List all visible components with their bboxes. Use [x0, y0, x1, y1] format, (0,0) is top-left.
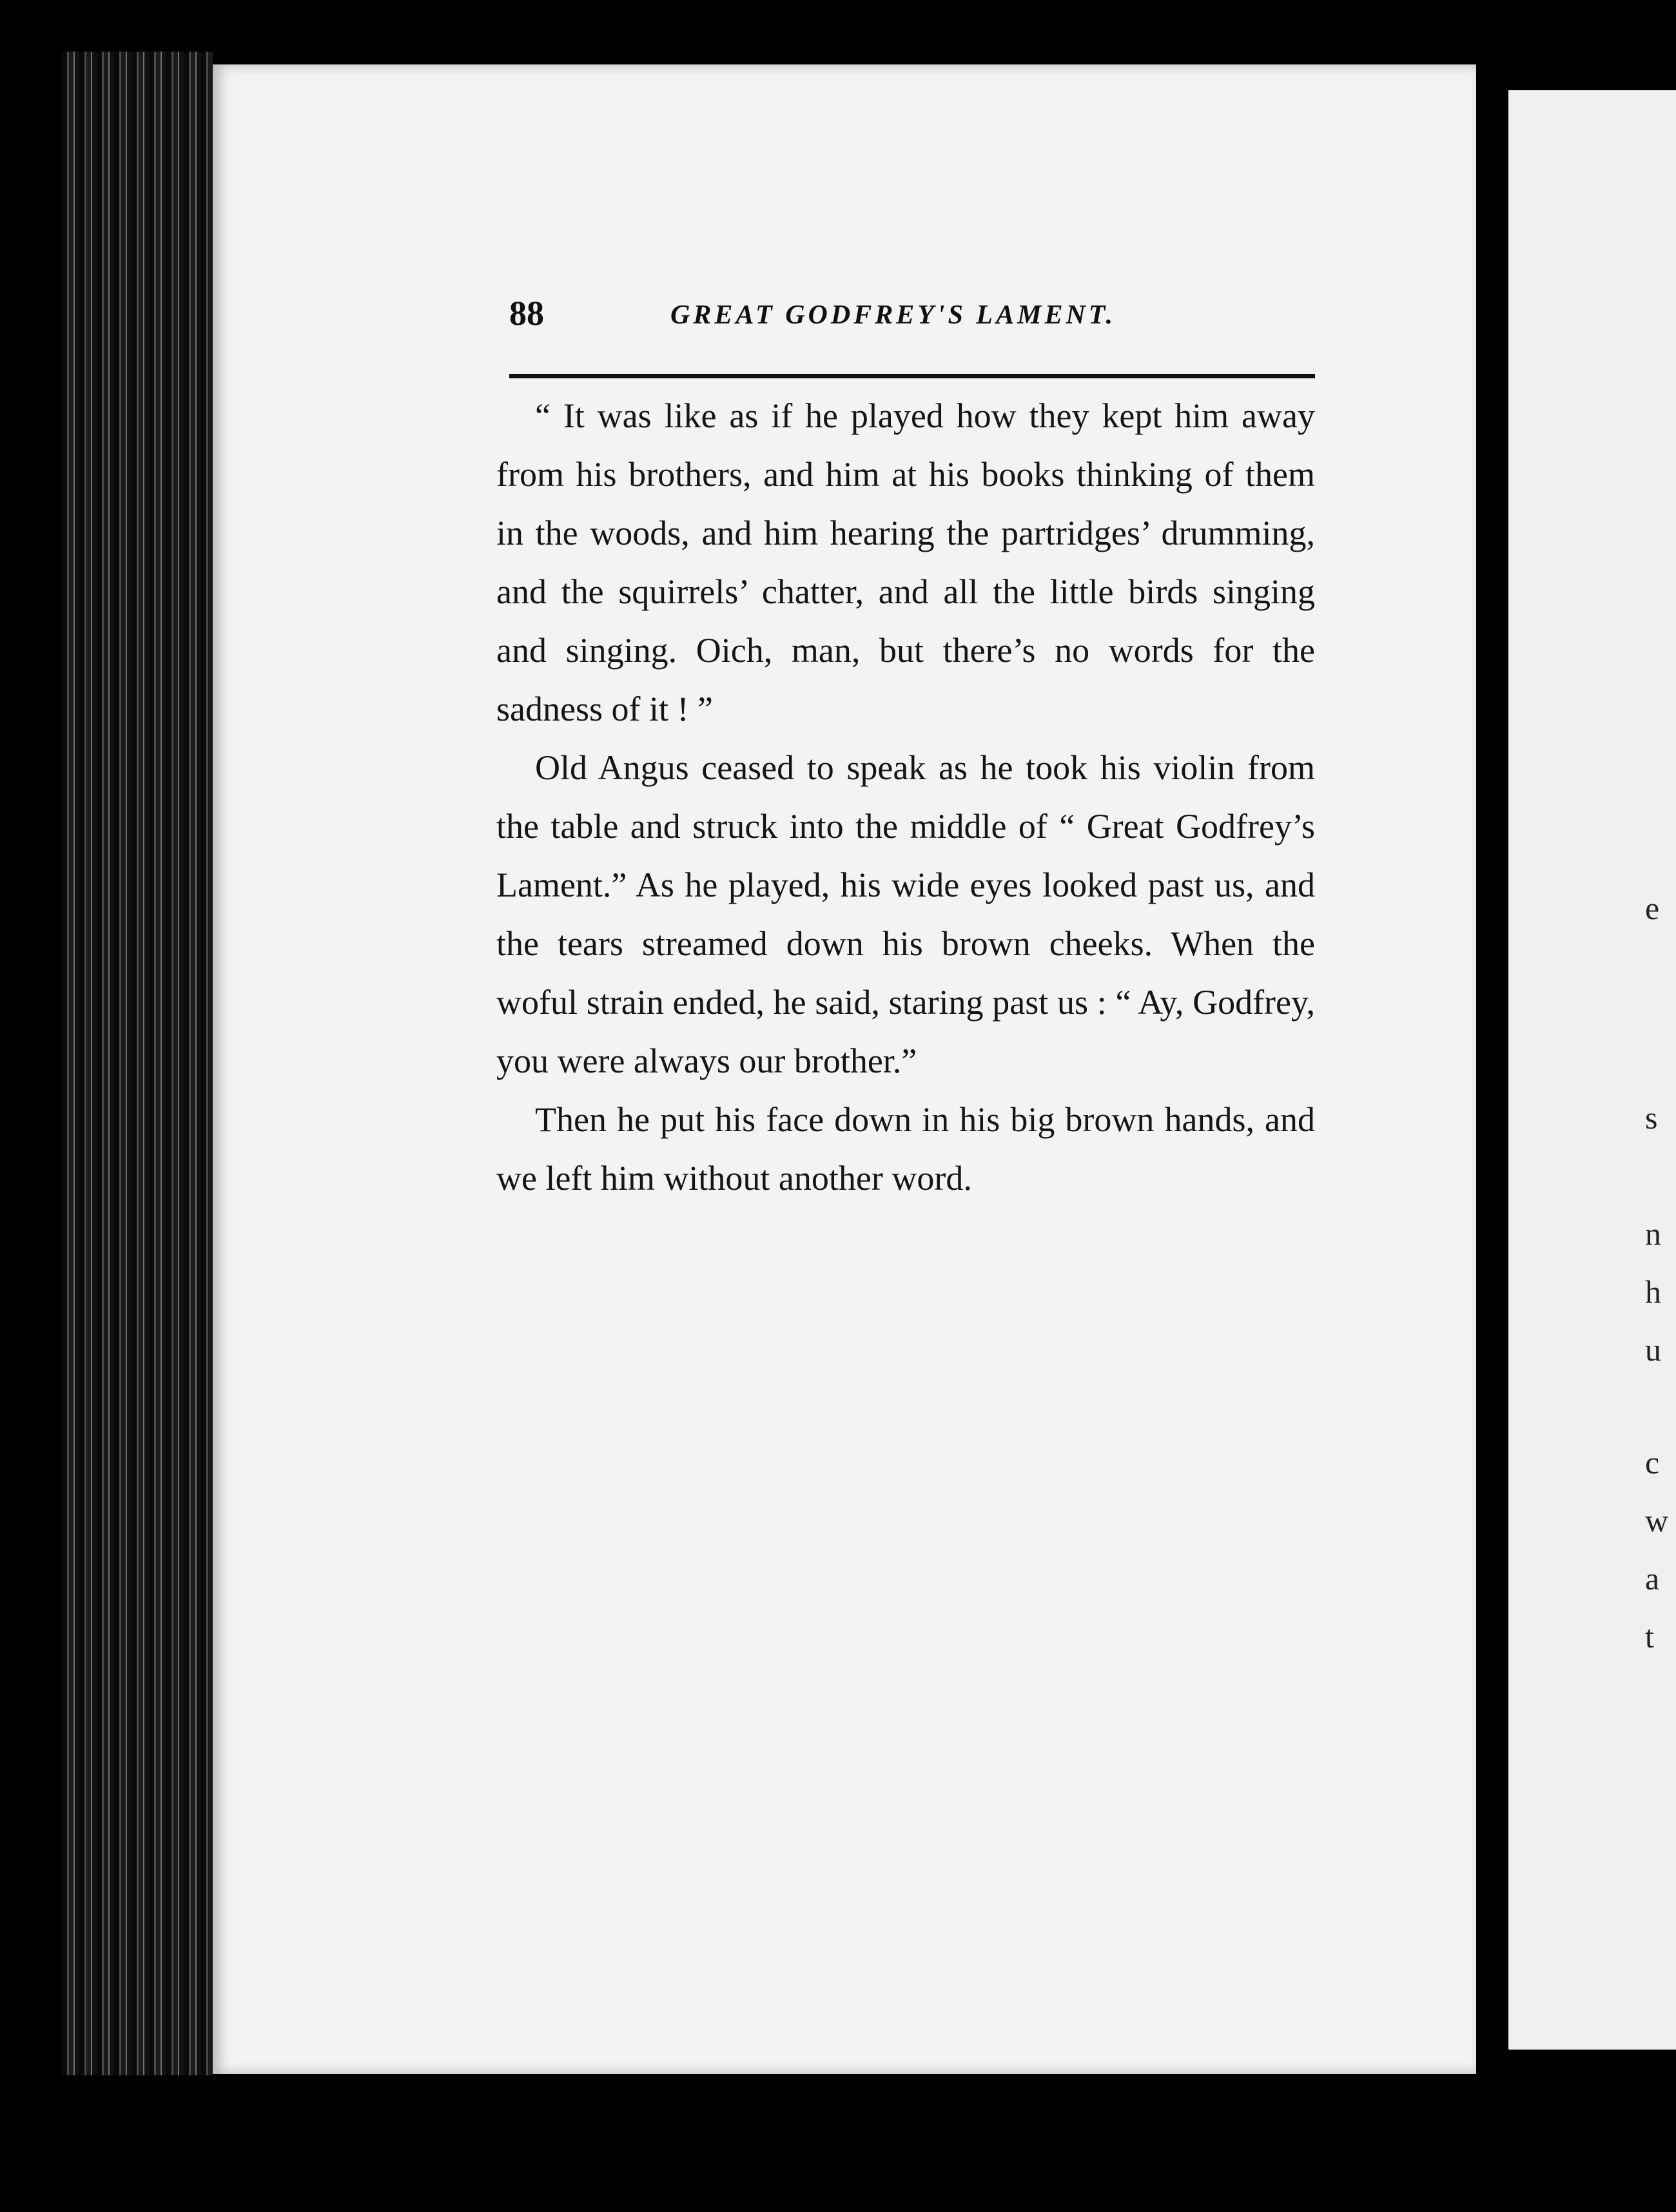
- body-text: [496, 387, 1315, 1208]
- facing-page-letter: a: [1645, 1560, 1660, 1596]
- facing-page-letter: h: [1645, 1274, 1661, 1310]
- facing-page-fragment: [1508, 90, 1676, 2050]
- facing-page-letter: t: [1645, 1618, 1654, 1654]
- header-rule: [509, 374, 1315, 378]
- paragraph: Then he put his face down in his big brown hands, and we left him without another word.: [496, 1100, 1315, 1198]
- paragraph: “ It was like as if he played how they kept him away from his brothers, and him at his books thinking of them in the woods, and him hearing the partridges’ drumming, and the squirrels’ chatter, and all the little birds singing and singing. Oich, man, but there’s no words for the sadness of it ! ”: [496, 396, 1315, 728]
- facing-page-letter: c: [1645, 1444, 1660, 1480]
- paragraph: Old Angus ceased to speak as he took his violin from the table and struck into the middle of “ Great Godfrey’s Lament.” As he played, his wide eyes looked past us, and the tears streamed down his brown cheeks. When the woful strain ended, he said, staring past us : “ Ay, Godfrey, you were always our brother.”: [496, 748, 1315, 1080]
- running-head: GREAT GODFREY'S LAMENT.: [670, 300, 1116, 330]
- facing-page-letter: n: [1645, 1216, 1661, 1252]
- facing-page-letter: s: [1645, 1100, 1658, 1136]
- facing-page-letter: w: [1645, 1502, 1669, 1538]
- facing-page-letter: u: [1645, 1332, 1661, 1368]
- page-number: 88: [509, 294, 544, 333]
- facing-page-letter: e: [1645, 890, 1660, 926]
- page-header: [509, 293, 1315, 351]
- book-page-edges: [62, 52, 213, 2075]
